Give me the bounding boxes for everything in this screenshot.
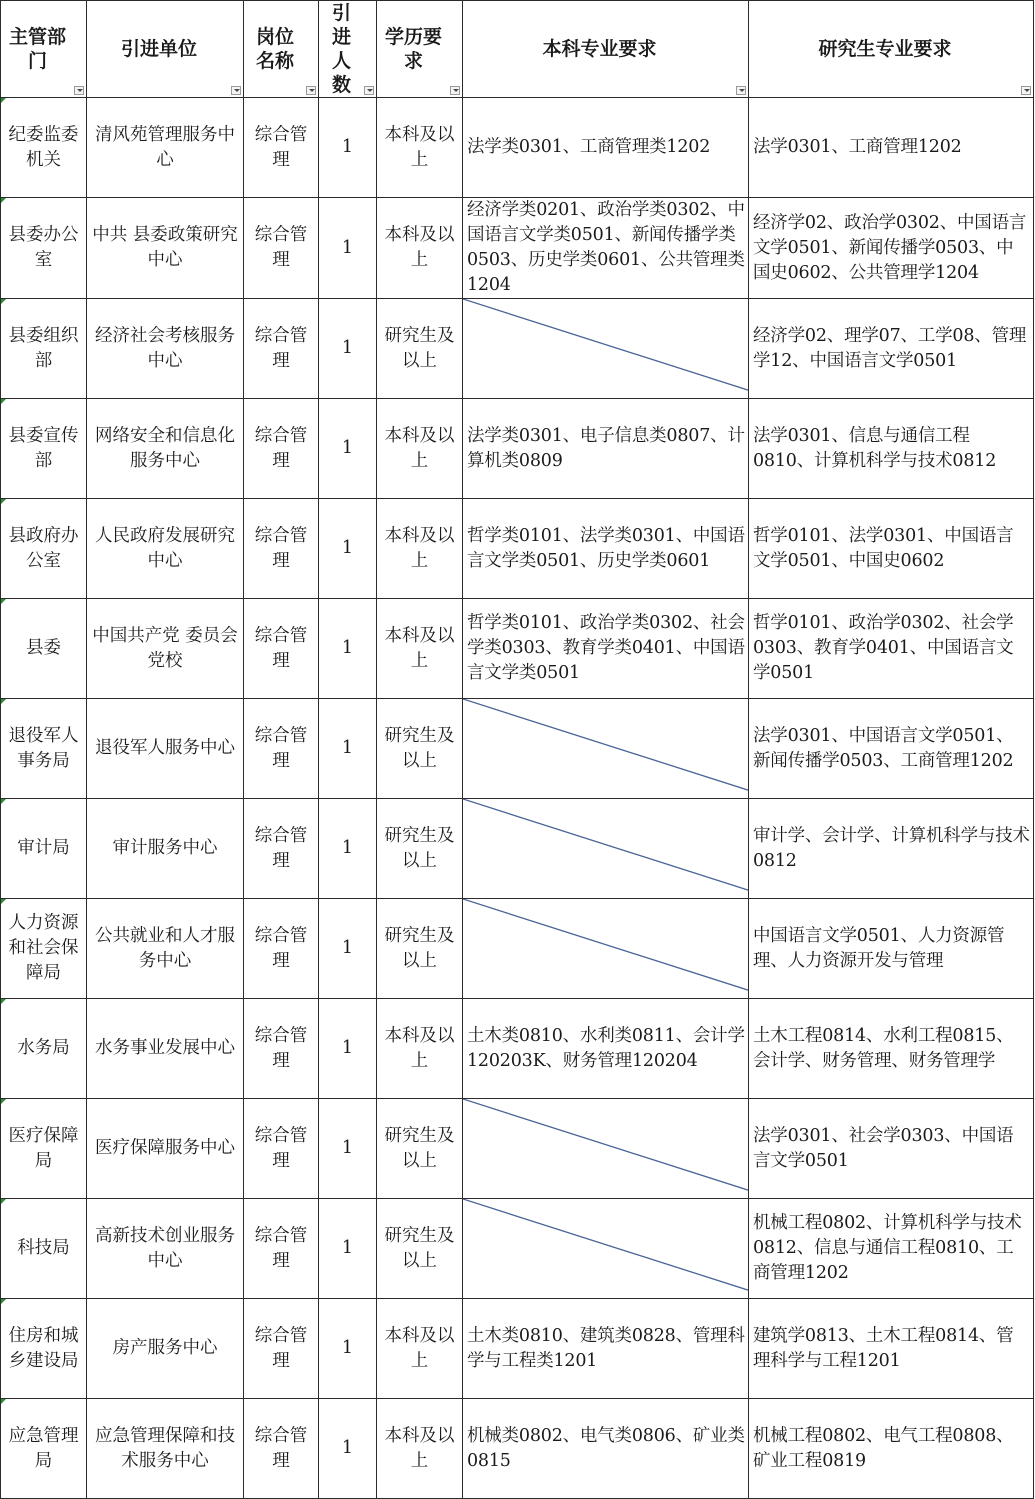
cell-text: 1 [341, 338, 354, 358]
diagonal-slash-line [463, 899, 748, 998]
cell-text: 本科及以上 [384, 1325, 455, 1371]
cell-edu[interactable] [377, 499, 463, 599]
cell-text: 建筑学0813、土木工程0814、管理科学与工程1201 [753, 1325, 1014, 1371]
cell-text: 高新技术创业服务中心 [95, 1225, 235, 1271]
cell-post[interactable] [244, 399, 319, 499]
cell-post[interactable] [244, 999, 319, 1099]
cell-text: 审计局 [17, 838, 70, 858]
cell-edu[interactable] [377, 999, 463, 1099]
cell-post[interactable] [244, 899, 319, 999]
table-row [1, 699, 1034, 799]
cell-text: 哲学类0101、法学类0301、中国语言文学类0501、历史学类0601 [467, 525, 745, 571]
filter-dropdown-icon[interactable] [364, 86, 374, 95]
cell-text: 综合管理 [254, 525, 308, 571]
table-body [1, 98, 1034, 1499]
cell-text: 1 [341, 1238, 354, 1258]
cell-undergrad[interactable] [463, 499, 749, 599]
cell-edu[interactable] [377, 799, 463, 899]
cell-text: 研究生及以上 [384, 1125, 455, 1171]
diagonal-slash-line [463, 799, 748, 898]
cell-dept[interactable] [1, 1399, 87, 1499]
header-cell-count: 引进人数 [319, 1, 377, 98]
cell-text: 研究生及以上 [384, 825, 455, 871]
cell-undergrad[interactable] [463, 1199, 749, 1299]
cell-count[interactable] [319, 1099, 377, 1199]
cell-post[interactable] [244, 198, 319, 299]
cell-text: 综合管理 [254, 825, 308, 871]
cell-dept[interactable] [1, 899, 87, 999]
cell-text: 本科及以上 [384, 1025, 455, 1071]
cell-postgrad[interactable] [749, 599, 1034, 699]
table-row [1, 1399, 1034, 1499]
cell-text: 医疗保障服务中心 [95, 1138, 235, 1158]
cell-text: 综合管理 [254, 325, 308, 371]
cell-text: 综合管理 [254, 124, 308, 170]
filter-dropdown-icon[interactable] [1021, 86, 1031, 95]
cell-undergrad[interactable] [463, 599, 749, 699]
cell-text: 1 [341, 1138, 354, 1158]
cell-edu[interactable] [377, 399, 463, 499]
cell-text: 经济学类0201、政治学类0302、中国语言文学类0501、新闻传播学类0503、历史学类0601、公共管理类1204 [467, 200, 745, 295]
cell-text: 网络安全和信息化服务中心 [95, 425, 235, 471]
table-row [1, 1099, 1034, 1199]
cell-dept[interactable] [1, 299, 87, 399]
cell-text: 1 [341, 738, 354, 758]
header-row [1, 1, 1034, 98]
cell-dept[interactable] [1, 699, 87, 799]
cell-postgrad[interactable] [749, 198, 1034, 299]
cell-text: 1 [341, 638, 354, 658]
cell-text: 纪委监委机关 [8, 124, 79, 170]
cell-text: 法学0301、社会学0303、中国语言文学0501 [753, 1125, 1014, 1171]
cell-postgrad[interactable] [749, 1099, 1034, 1199]
cell-dept[interactable] [1, 1099, 87, 1199]
cell-count[interactable] [319, 599, 377, 699]
cell-post[interactable] [244, 1299, 319, 1399]
cell-text: 审计服务中心 [112, 838, 218, 858]
cell-text: 综合管理 [254, 225, 308, 270]
filter-dropdown-icon[interactable] [74, 86, 84, 95]
cell-text: 法学类0301、电子信息类0807、计算机类0809 [467, 425, 745, 471]
filter-dropdown-icon[interactable] [231, 86, 241, 95]
cell-text: 退役军人事务局 [8, 725, 79, 771]
cell-text: 县委组织部 [8, 325, 79, 371]
cell-edu[interactable] [377, 1299, 463, 1399]
table-row [1, 198, 1034, 299]
diagonal-slash-line [463, 699, 748, 798]
cell-text: 清风苑管理服务中心 [95, 124, 235, 170]
cell-text: 应急管理保障和技术服务中心 [95, 1425, 235, 1471]
cell-post[interactable] [244, 799, 319, 899]
table-row [1, 999, 1034, 1099]
cell-count[interactable] [319, 999, 377, 1099]
cell-text: 医疗保障局 [8, 1125, 79, 1171]
cell-text: 研究生及以上 [384, 925, 455, 971]
cell-text: 人力资源和社会保障局 [8, 913, 79, 983]
cell-text: 科技局 [17, 1238, 70, 1258]
cell-count[interactable] [319, 899, 377, 999]
cell-undergrad[interactable] [463, 999, 749, 1099]
cell-text: 哲学0101、政治学0302、社会学0303、教育学0401、中国语言文学0501 [753, 613, 1014, 683]
cell-text: 审计学、会计学、计算机科学与技术0812 [753, 825, 1030, 871]
table-row [1, 98, 1034, 198]
cell-undergrad[interactable] [463, 799, 749, 899]
cell-text: 1 [341, 237, 354, 258]
cell-text: 机械工程0802、电气工程0808、矿业工程0819 [753, 1425, 1014, 1471]
cell-text: 综合管理 [254, 1125, 308, 1171]
cell-unit[interactable] [87, 899, 244, 999]
cell-dept[interactable] [1, 1199, 87, 1299]
cell-postgrad[interactable] [749, 98, 1034, 198]
diagonal-slash-line [463, 1099, 748, 1198]
header-cell-edu: 学历要求 [377, 1, 463, 98]
cell-count[interactable] [319, 299, 377, 399]
cell-text: 综合管理 [254, 1025, 308, 1071]
cell-dept[interactable] [1, 399, 87, 499]
cell-postgrad[interactable] [749, 999, 1034, 1099]
cell-text: 机械工程0802、计算机科学与技术0812、信息与通信工程0810、工商管理1202 [753, 1213, 1022, 1283]
cell-text: 本科及以上 [384, 1425, 455, 1471]
cell-text: 1 [341, 938, 354, 958]
cell-text: 1 [341, 538, 354, 558]
cell-unit[interactable] [87, 198, 244, 299]
table-row [1, 499, 1034, 599]
cell-postgrad[interactable] [749, 799, 1034, 899]
cell-undergrad[interactable] [463, 198, 749, 299]
cell-postgrad[interactable] [749, 699, 1034, 799]
cell-undergrad[interactable] [463, 98, 749, 198]
table-row [1, 799, 1034, 899]
cell-postgrad[interactable] [749, 1399, 1034, 1499]
cell-text: 综合管理 [254, 725, 308, 771]
table-row [1, 399, 1034, 499]
cell-count[interactable] [319, 799, 377, 899]
cell-text: 综合管理 [254, 425, 308, 471]
cell-post[interactable] [244, 1199, 319, 1299]
cell-text: 土木类0810、水利类0811、会计学120203K、财务管理120204 [467, 1025, 745, 1071]
cell-unit[interactable] [87, 1299, 244, 1399]
cell-postgrad[interactable] [749, 1299, 1034, 1399]
cell-text: 法学0301、信息与通信工程0810、计算机科学与技术0812 [753, 425, 997, 471]
header-cell-postgrad: 研究生专业要求 [749, 1, 1034, 98]
table-row [1, 899, 1034, 999]
cell-undergrad[interactable] [463, 1099, 749, 1199]
cell-unit[interactable] [87, 599, 244, 699]
cell-edu[interactable] [377, 899, 463, 999]
cell-unit[interactable] [87, 499, 244, 599]
cell-text: 土木类0810、建筑类0828、管理科学与工程类1201 [467, 1325, 745, 1371]
table-row [1, 1199, 1034, 1299]
cell-unit[interactable] [87, 399, 244, 499]
cell-text: 1 [341, 1338, 354, 1358]
table-row [1, 599, 1034, 699]
cell-text: 中国语言文学0501、人力资源管理、人力资源开发与管理 [753, 925, 1005, 971]
table-row [1, 1299, 1034, 1399]
filter-dropdown-icon[interactable] [736, 86, 746, 95]
cell-postgrad[interactable] [749, 399, 1034, 499]
cell-text: 公共就业和人才服务中心 [95, 925, 235, 971]
cell-text: 研究生及以上 [384, 325, 455, 371]
cell-postgrad[interactable] [749, 299, 1034, 399]
cell-unit[interactable] [87, 1099, 244, 1199]
header-cell-undergrad: 本科专业要求 [463, 1, 749, 98]
cell-dept[interactable] [1, 1299, 87, 1399]
cell-post[interactable] [244, 699, 319, 799]
cell-text: 本科及以上 [384, 625, 455, 671]
cell-count[interactable] [319, 1399, 377, 1499]
cell-edu[interactable] [377, 1399, 463, 1499]
cell-undergrad[interactable] [463, 1399, 749, 1499]
cell-count[interactable] [319, 98, 377, 198]
cell-text: 中国共产党 委员会党校 [92, 625, 238, 671]
cell-dept[interactable] [1, 599, 87, 699]
cell-undergrad[interactable] [463, 899, 749, 999]
cell-count[interactable] [319, 499, 377, 599]
cell-edu[interactable] [377, 699, 463, 799]
cell-count[interactable] [319, 699, 377, 799]
cell-unit[interactable] [87, 699, 244, 799]
cell-unit[interactable] [87, 98, 244, 198]
cell-text: 1 [341, 438, 354, 458]
cell-text: 县委宣传部 [8, 425, 79, 471]
cell-text: 应急管理局 [8, 1425, 79, 1471]
filter-dropdown-icon[interactable] [306, 86, 316, 95]
cell-postgrad[interactable] [749, 499, 1034, 599]
cell-text: 哲学0101、法学0301、中国语言文学0501、中国史0602 [753, 525, 1014, 571]
cell-text: 房产服务中心 [112, 1338, 218, 1358]
cell-text: 1 [341, 838, 354, 858]
cell-text: 水务局 [17, 1038, 70, 1058]
cell-text: 哲学类0101、政治学类0302、社会学类0303、教育学类0401、中国语言文学类0501 [467, 613, 745, 683]
cell-edu[interactable] [377, 198, 463, 299]
cell-unit[interactable] [87, 299, 244, 399]
cell-text: 综合管理 [254, 1325, 308, 1371]
diagonal-slash-line [463, 299, 748, 398]
cell-post[interactable] [244, 599, 319, 699]
cell-text: 经济学02、理学07、工学08、管理学12、中国语言文学0501 [753, 325, 1027, 371]
cell-text: 综合管理 [254, 1425, 308, 1471]
filter-dropdown-icon[interactable] [450, 86, 460, 95]
cell-text: 中共 县委政策研究中心 [92, 225, 238, 270]
cell-text: 本科及以上 [384, 124, 455, 170]
cell-dept[interactable] [1, 198, 87, 299]
cell-text: 水务事业发展中心 [95, 1038, 235, 1058]
header-cell-post: 岗位名称 [244, 1, 319, 98]
cell-text: 本科及以上 [384, 425, 455, 471]
cell-text: 经济学02、政治学0302、中国语言文学0501、新闻传播学0503、中国史0602、公共管理学1204 [753, 212, 1027, 283]
cell-unit[interactable] [87, 1399, 244, 1499]
cell-post[interactable] [244, 499, 319, 599]
cell-dept[interactable] [1, 999, 87, 1099]
cell-edu[interactable] [377, 599, 463, 699]
cell-edu[interactable] [377, 98, 463, 198]
cell-text: 研究生及以上 [384, 1225, 455, 1271]
cell-unit[interactable] [87, 799, 244, 899]
cell-text: 1 [341, 1038, 354, 1058]
table-row [1, 299, 1034, 399]
cell-text: 研究生及以上 [384, 725, 455, 771]
cell-postgrad[interactable] [749, 1199, 1034, 1299]
cell-text: 法学0301、中国语言文学0501、新闻传播学0503、工商管理1202 [753, 725, 1014, 771]
cell-text: 县委办公室 [8, 225, 79, 270]
cell-undergrad[interactable] [463, 699, 749, 799]
cell-dept[interactable] [1, 499, 87, 599]
cell-post[interactable] [244, 98, 319, 198]
cell-text: 经济社会考核服务中心 [95, 325, 235, 371]
cell-text: 土木工程0814、水利工程0815、会计学、财务管理、财务管理学 [753, 1025, 1014, 1071]
cell-unit[interactable] [87, 1199, 244, 1299]
cell-text: 机械类0802、电气类0806、矿业类0815 [467, 1425, 745, 1471]
cell-unit[interactable] [87, 999, 244, 1099]
cell-edu[interactable] [377, 1099, 463, 1199]
cell-text: 法学0301、工商管理1202 [753, 137, 962, 157]
cell-count[interactable] [319, 399, 377, 499]
diagonal-slash-line [463, 1199, 748, 1298]
cell-text: 法学类0301、工商管理类1202 [467, 137, 711, 157]
cell-undergrad[interactable] [463, 299, 749, 399]
cell-text: 县政府办公室 [8, 525, 79, 571]
cell-postgrad[interactable] [749, 899, 1034, 999]
cell-post[interactable] [244, 1099, 319, 1199]
cell-count[interactable] [319, 1199, 377, 1299]
cell-dept[interactable] [1, 98, 87, 198]
cell-edu[interactable] [377, 299, 463, 399]
cell-text: 人民政府发展研究中心 [95, 525, 235, 571]
cell-text: 1 [341, 1438, 354, 1458]
cell-text: 1 [341, 137, 354, 157]
cell-text: 本科及以上 [384, 525, 455, 571]
header-cell-unit: 引进单位 [87, 1, 244, 98]
cell-text: 县委 [26, 638, 61, 658]
cell-post[interactable] [244, 299, 319, 399]
cell-undergrad[interactable] [463, 399, 749, 499]
cell-text: 退役军人服务中心 [95, 738, 235, 758]
cell-text: 综合管理 [254, 1225, 308, 1271]
cell-text: 综合管理 [254, 625, 308, 671]
header-cell-dept: 主管部门 [1, 1, 87, 98]
cell-undergrad[interactable] [463, 1299, 749, 1399]
cell-text: 本科及以上 [384, 225, 455, 270]
cell-count[interactable] [319, 198, 377, 299]
cell-text: 住房和城乡建设局 [8, 1325, 79, 1371]
cell-dept[interactable] [1, 799, 87, 899]
cell-edu[interactable] [377, 1199, 463, 1299]
cell-post[interactable] [244, 1399, 319, 1499]
cell-count[interactable] [319, 1299, 377, 1399]
cell-text: 综合管理 [254, 925, 308, 971]
